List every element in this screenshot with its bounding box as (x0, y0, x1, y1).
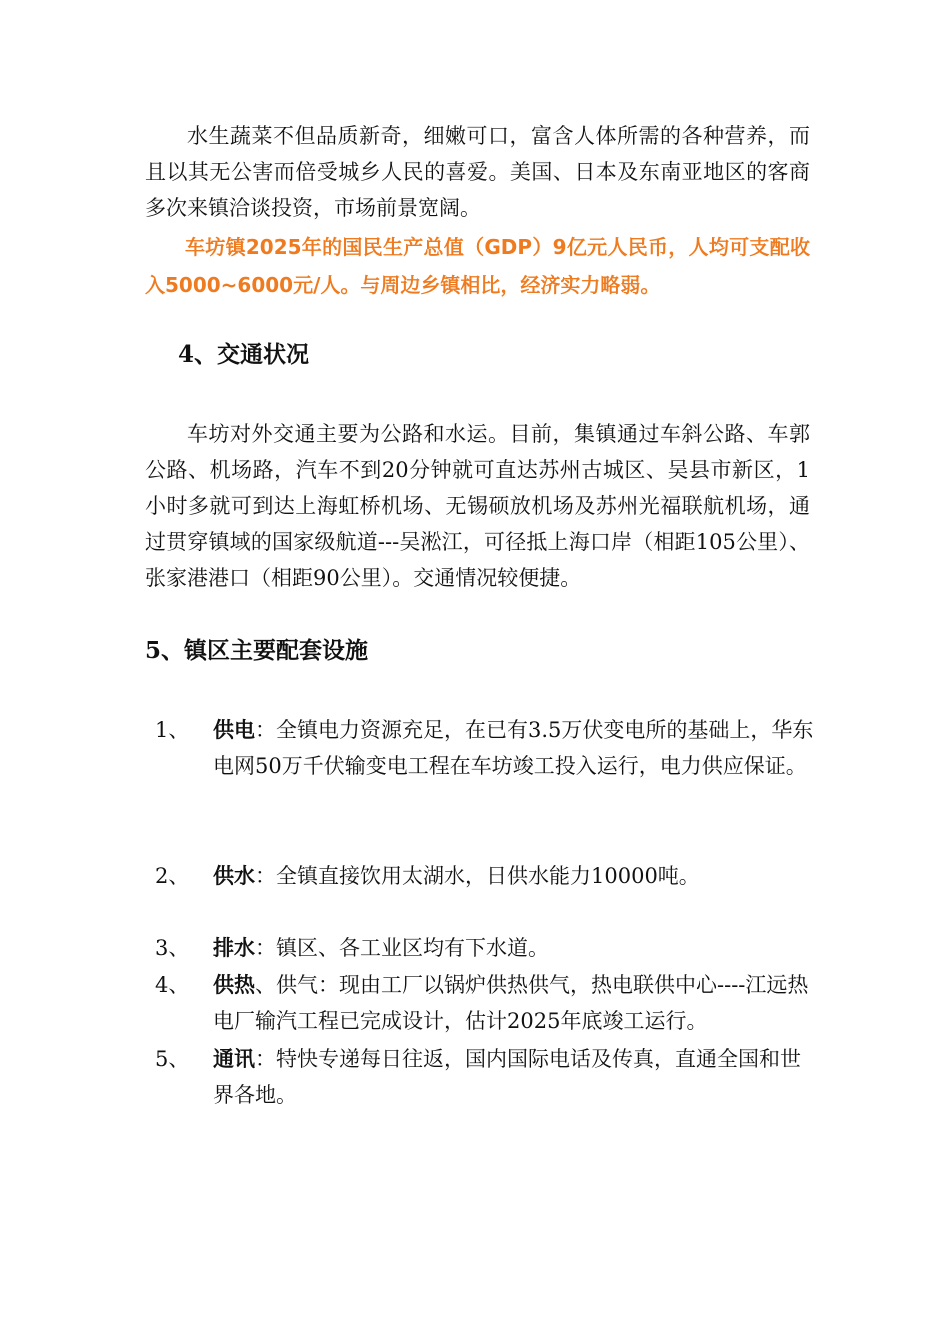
facility-label: 供水 (213, 863, 255, 888)
label-separator: ： (255, 864, 276, 888)
list-body (213, 930, 815, 966)
traffic-paragraph: 车坊对外交通主要为公路和水运。目前，集镇通过车斜公路、车郭公路、机场路，汽车不到20分钟就可直达苏州古城区、吴县市新区，1 小时多就可到达上海虹桥机场、无锡硕放机场及苏州光福联航机场，通过贯穿镇域的国家级航道---吴淞江，可径抵上海口岸（相距105公里）、张家港港口（相距90公里）。交通情况较便捷。 (145, 422, 810, 590)
economy-highlight-paragraph: 车坊镇2025年的国民生产总值（GDP）9亿元人民币，人均可支配收入5000~6000元/人。与周边乡镇相比，经济实力略弱。 (145, 235, 810, 297)
label-separator: ： (255, 936, 276, 960)
list-number: 2、 (155, 864, 190, 888)
facility-item-power (155, 712, 815, 784)
list-body (213, 967, 815, 1039)
facility-label: 供热 (213, 972, 255, 997)
list-number: 3、 (155, 936, 190, 960)
facility-item-drainage (155, 930, 815, 966)
facility-item-communication (155, 1041, 815, 1113)
list-body (213, 1041, 815, 1113)
facility-label: 排水 (213, 935, 255, 960)
label-separator: ： (255, 718, 276, 742)
facilities-heading: 5、镇区主要配套设施 (145, 637, 369, 664)
intro-paragraph: 水生蔬菜不但品质新奇，细嫩可口，富含人体所需的各种营养，而且以其无公害而倍受城乡人民的喜爱。美国、日本及东南亚地区的客商多次来镇洽谈投资，市场前景宽阔。 (145, 124, 810, 220)
list-number: 4、 (155, 973, 190, 997)
facility-text: 全镇电力资源充足，在已有3.5万伏变电所的基础上，华东电网50万千伏输变电工程在车坊竣工投入运行，电力供应保证。 (213, 718, 814, 778)
facility-text: 镇区、各工业区均有下水道。 (276, 936, 549, 960)
list-body (213, 712, 815, 784)
list-number: 1、 (155, 718, 190, 742)
facility-label: 通讯 (213, 1046, 255, 1071)
traffic-heading: 4、交通状况 (178, 341, 310, 368)
facility-label: 供电 (213, 717, 255, 742)
facility-item-water-supply (155, 858, 815, 894)
list-body (213, 858, 815, 894)
label-separator: ： (255, 1047, 276, 1071)
facility-text: 特快专递每日往返，国内国际电话及传真，直通全国和世界各地。 (213, 1047, 801, 1107)
label-separator: 、 (255, 973, 276, 997)
facility-text: 供气：现由工厂以锅炉供热供气，热电联供中心----江远热电厂输汽工程已完成设计，估计2025年底竣工运行。 (213, 973, 809, 1033)
facility-text: 全镇直接饮用太湖水，日供水能力10000吨。 (276, 864, 700, 888)
list-number: 5、 (155, 1047, 190, 1071)
facility-item-heating (155, 967, 815, 1039)
